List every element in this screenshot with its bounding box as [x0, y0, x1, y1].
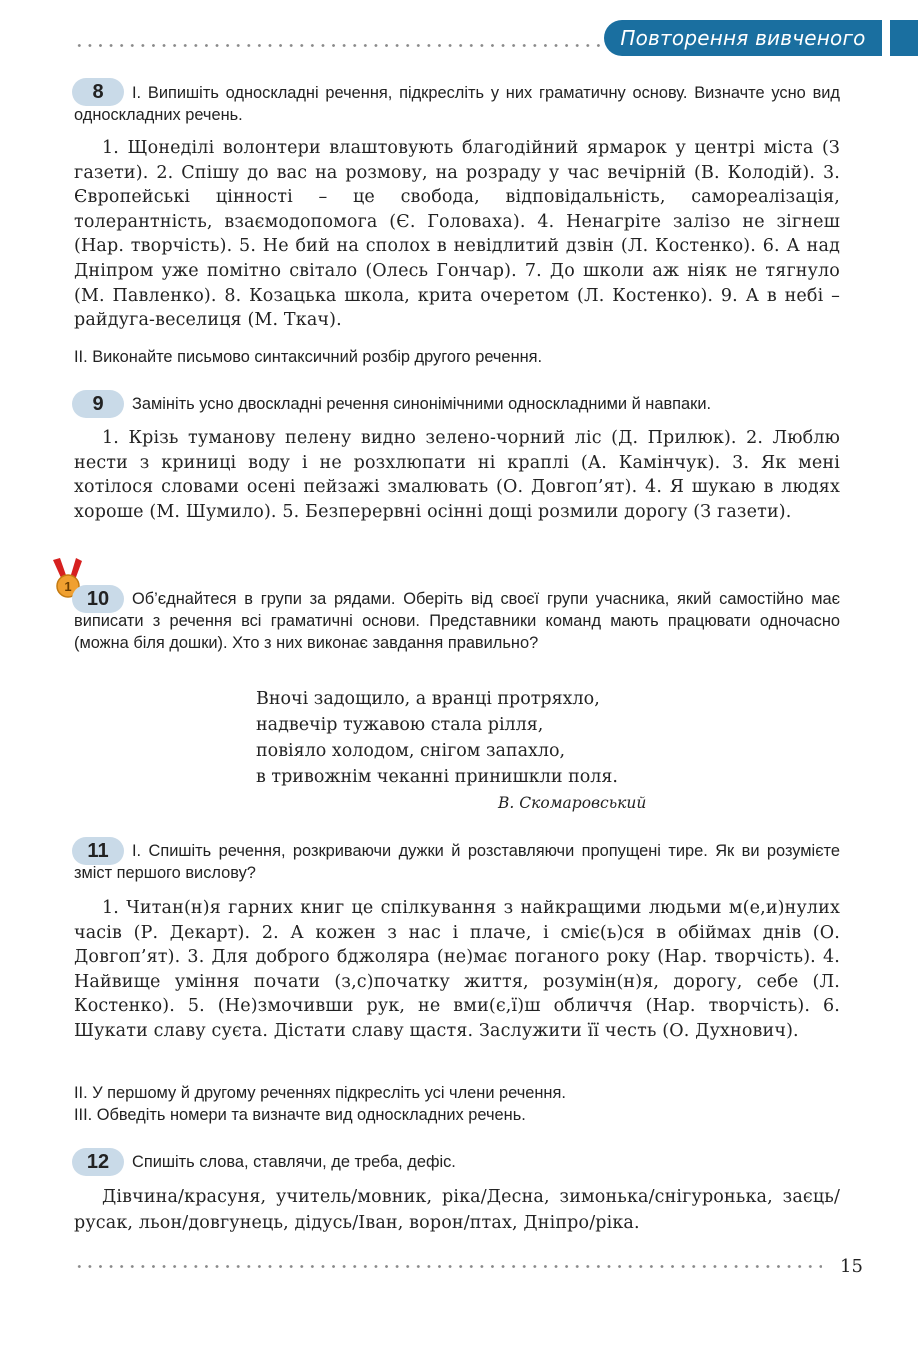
task-12-instruction: Спишіть слова, ставлячи, де треба, дефіс.: [132, 1153, 456, 1171]
task-instruction: [74, 840, 840, 884]
task-8-instruction: І. Випишіть односкладні речення, підкресліть у них граматичну основу. Визначте усно вид односкладних речень.: [74, 84, 840, 124]
task-11-text-block: [74, 896, 840, 1044]
medal-digit: 1: [64, 579, 72, 594]
task-8-part2: ІІ. Виконайте письмово синтаксичний розбір другого речення.: [74, 348, 543, 366]
poem: [256, 686, 618, 790]
task-11-instruction: І. Спишіть речення, розкриваючи дужки й розставляючи пропущені тире. Як ви розумієте зміст першого вислову?: [74, 842, 840, 882]
task-11-part3: ІІІ. Обведіть номери та визначте вид односкладних речень.: [74, 1106, 526, 1124]
poem-author: В. Скомаровський: [498, 794, 647, 812]
task-instruction: [74, 1151, 840, 1173]
task-10-instruction: Об’єднайтеся в групи за рядами. Оберіть від своєї групи учасника, який самостійно має виписати з речення всі граматичні основи. Представники команд мають працювати одночасно (можна біля дошки). Хто з них виконає завдання правильно?: [74, 590, 840, 652]
task-11-part2: ІІ. У першому й другому реченнях підкресліть усі члени речення.: [74, 1084, 566, 1102]
task-12-text-block: [74, 1184, 840, 1236]
task-9-instruction: Замініть усно двоскладні речення синонімічними односкладними й навпаки.: [132, 395, 712, 413]
page-number: 15: [840, 1256, 863, 1277]
header-edge-bar: [890, 20, 918, 56]
section-title: Повторення вивченого: [620, 26, 866, 50]
task-number-badge: 11: [72, 837, 124, 865]
task-instruction: [74, 588, 840, 654]
section-title-tab: [604, 20, 882, 56]
poem-line: повіяло холодом, снігом запахло,: [256, 741, 566, 761]
task-number-badge: 9: [72, 390, 124, 418]
poem-line: в тривожнім чеканні принишкли поля.: [256, 767, 618, 787]
header-dotted-rule: [74, 44, 602, 47]
task-11-text: 1. Читан(н)я гарних книг це спілкування з найкращими людьми м(е,и)нулих часів (Р. Декарт). 2. А кожен з нас і плаче, і сміє(ь)ся в обіймах днів (О. Довгоп’ят). 3. Для доброго бджоляра (не)має поганого року (Нар. творчість). 4. Найвище уміння почати (з,с)початку життя, розумін(н)я, дорогу, себе (Л. Костенко). 5. (Не)змочивши рук, не вми(є,ї)ш обличчя (Нар. творчість). 6. Шукати славу суєта. Дістати славу щастя. Заслужити її честь (О. Духнович).: [74, 898, 840, 1041]
task-8-text-block: [74, 136, 840, 333]
task-9-text-block: [74, 426, 840, 524]
task-12-text: Дівчина/красуня, учитель/мовник, ріка/Десна, зимонька/снігуронька, заєць/русак, льон/довгунець, дідусь/Іван, ворон/птах, Дніпро/ріка.: [74, 1187, 840, 1233]
task-instruction: [74, 82, 840, 126]
task-8-text: 1. Щонеділі волонтери влаштовують благодійний ярмарок у центрі міста (З газети). 2. Спішу до вас на розмову, на розраду у час вечірній (В. Колодій). 3. Європейські цінності – це свобода, відповідальність, самореалізація, толерантність, взаємодопомога (Є. Головаха). 4. Ненагріте залізо не зігнеш (Нар. творчість). 5. Не бий на сполох в невідлитий дзвін (Л. Костенко). 6. А над Дніпром уже помітно світало (Олесь Гончар). 7. До школи аж ніяк не тягнуло (М. Павленко). 8. Козацька школа, крита очеретом (Л. Костенко). 9. А в небі – райдуга-веселиця (М. Ткач).: [74, 138, 840, 331]
poem-line: надвечір тужавою стала рілля,: [256, 715, 544, 735]
task-number-badge: 8: [72, 78, 124, 106]
task-number-badge: 10: [72, 585, 124, 613]
footer-dotted-rule: [74, 1265, 822, 1268]
task-number-badge: 12: [72, 1148, 124, 1176]
task-9-text: 1. Крізь туманову пелену видно зелено-чорний ліс (Д. Прилюк). 2. Люблю нести з криниці воду і не розхлюпати ні краплі (А. Камінчук). 3. Як мені хотілося словами осені пейзажі змалювать (О. Довгоп’ят). 4. Я шукаю в людях хороше (М. Шумило). 5. Безперервні осінні дощі розмили дорогу (З газети).: [74, 428, 840, 522]
task-instruction: [74, 393, 840, 415]
poem-line: Вночі задощило, а вранці протряхло,: [256, 689, 600, 709]
